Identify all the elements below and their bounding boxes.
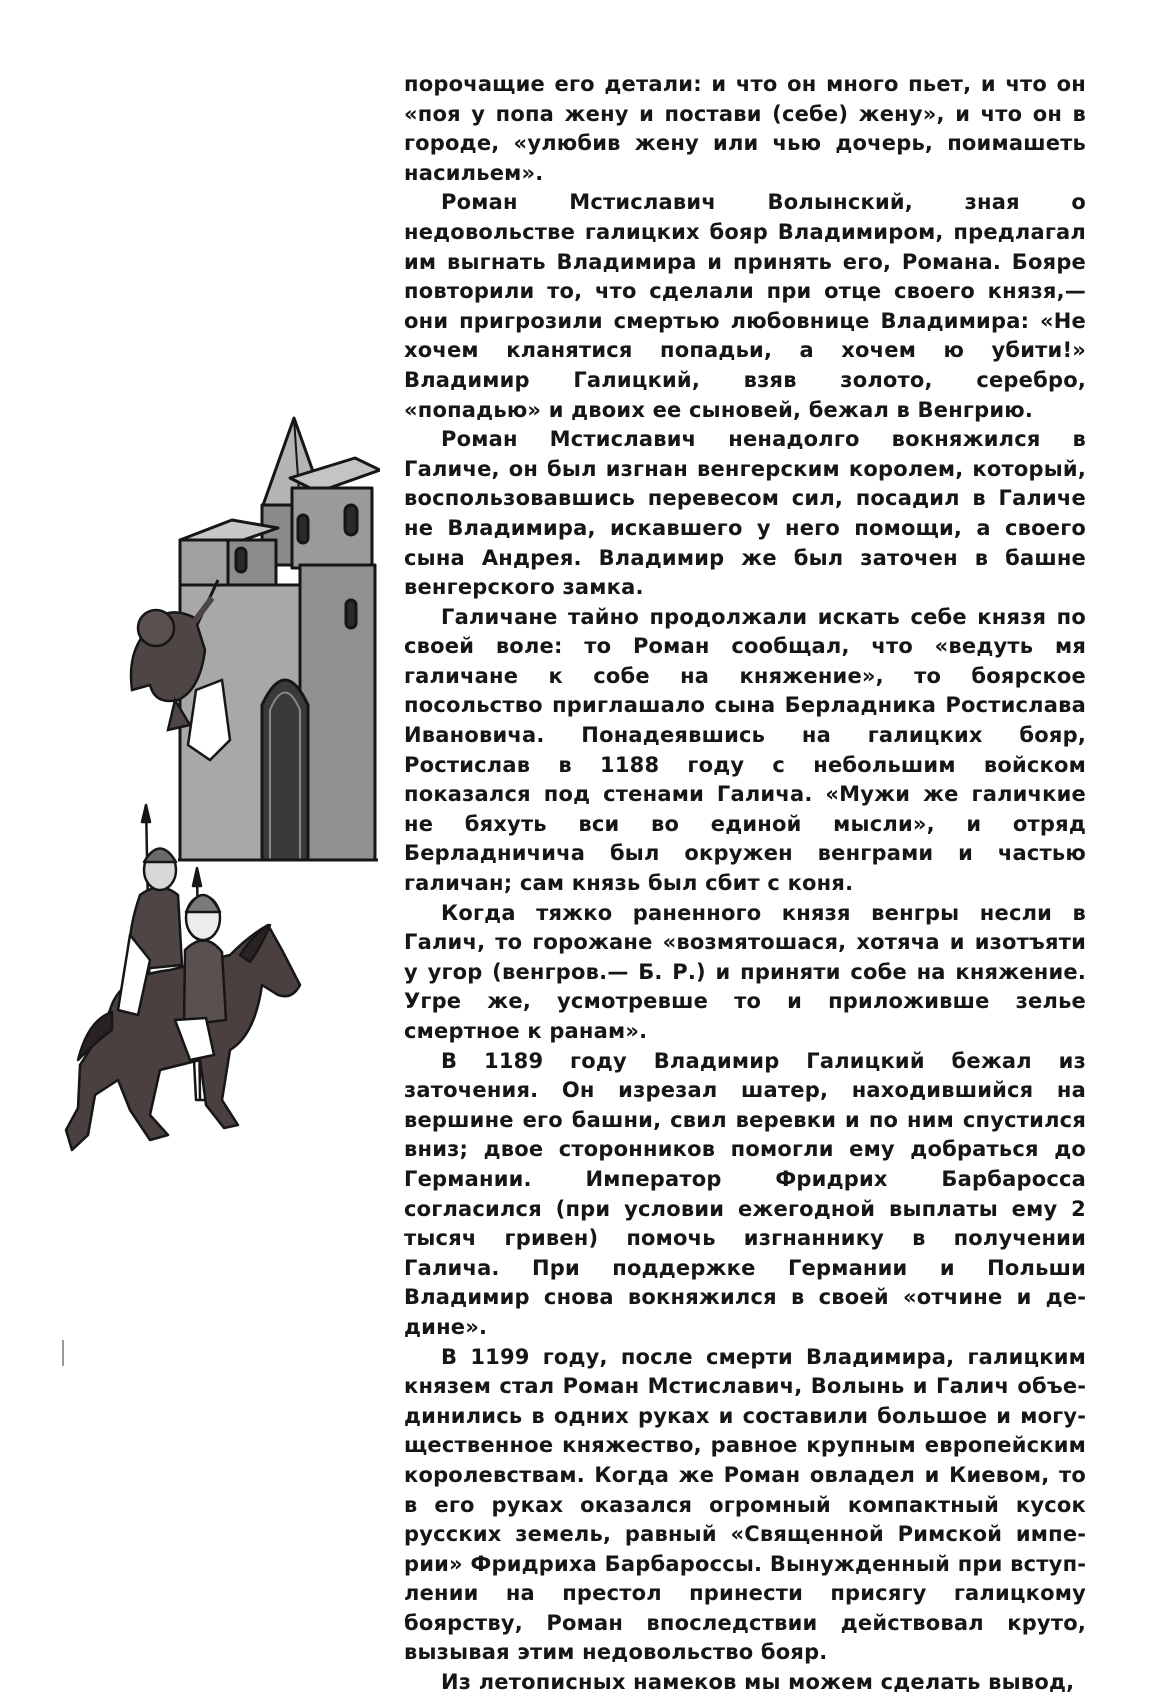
paragraph: Когда тяжко раненного князя венгры несли в Галич, то горожане «возмятошася, хотяча и изотъяти у угор (венгров.— Б. Р.) и приняти собе на княжение. Угре же, усмотревше то и приложивше зелье смертное к ранам». [404,900,1086,1043]
paragraph: порочащие его детали: и что он много пьет, и что он «поя у попа жену и постави (себе) жену», и что он в городе, «улюбив жену или чью дочерь, поимашеть насильем». [404,72,1086,185]
paragraph: В 1199 году, после смерти Владимира, галицким князем стал Роман Мстиславич, Волынь и Галич объединились в одних руках и составили большое и могущественное княжество, равное крупным европейским королевствам. Когда же Роман овладел и Киевом, то в его руках оказался огромный компактный кусок русских земель, равный «Священной Римской империи» Фридриха Барбароссы. Вынужденный при вступлении на престол принести присягу галицкому боярству, Роман впоследствии действовал круто, вызывая этим недовольство бояр. [404,1344,1086,1665]
paragraph: Роман Мстиславич ненадолго вокняжился в Галиче, он был изгнан венгерским королем, который, воспользовавшись перевесом сил, посадил в Галиче не Владимира, искавшего у него помощи, а своего сына Андрея. Владимир же был заточен в башне венгерского замка. [404,427,1086,600]
body-text [404,70,1086,1698]
illustration [0,0,380,1600]
paragraph: Роман Мстиславич Волынский, зная о недовольстве галицких бояр Владимиром, предлагал им выгнать Владимира и принять его, Романа. Бояре повторили то, что сделали при отце своего князя,— они пригрозили смертью любовнице Владимира: «Не хочем кланятися попадьи, а хочем ю убити!» Владимир Галицкий, взяв золото, серебро, «попадью» и двоих ее сыновей, бежал в Венгрию. [404,190,1086,422]
paragraph: Из летописных намеков мы можем сделать вывод, [441,1670,1075,1695]
paragraph: Галичане тайно продолжали искать себе князя по своей воле: то Роман сообщал, что «ведуть мя галичане к собе на княжение», то боярское посольство приглашало сына Берладника Ростислава Ивановича. Понадеявшись на галицких бояр, Ростислав в 1188 году с небольшим войском показался под стенами Галича. «Мужи же галичкие не бяхуть вси во единой мысли», и отряд Берладничича был окружен венграми и частью галичан; сам князь был сбит с коня. [404,604,1086,896]
tower-illustration [178,418,380,860]
paragraph: В 1189 году Владимир Галицкий бежал из заточения. Он изрезал шатер, находившийся на вершине его башни, свил веревки и по ним спустился вниз; двое сторонников помогли ему добраться до Германии. Император Фридрих Барбаросса согласился (при условии ежегодной выплаты ему 2 тысяч гривен) помочь изгнаннику в получении Галича. При поддержке Германии и Польши Владимир снова вокняжился в своей «отчине и дедине». [404,1048,1086,1339]
